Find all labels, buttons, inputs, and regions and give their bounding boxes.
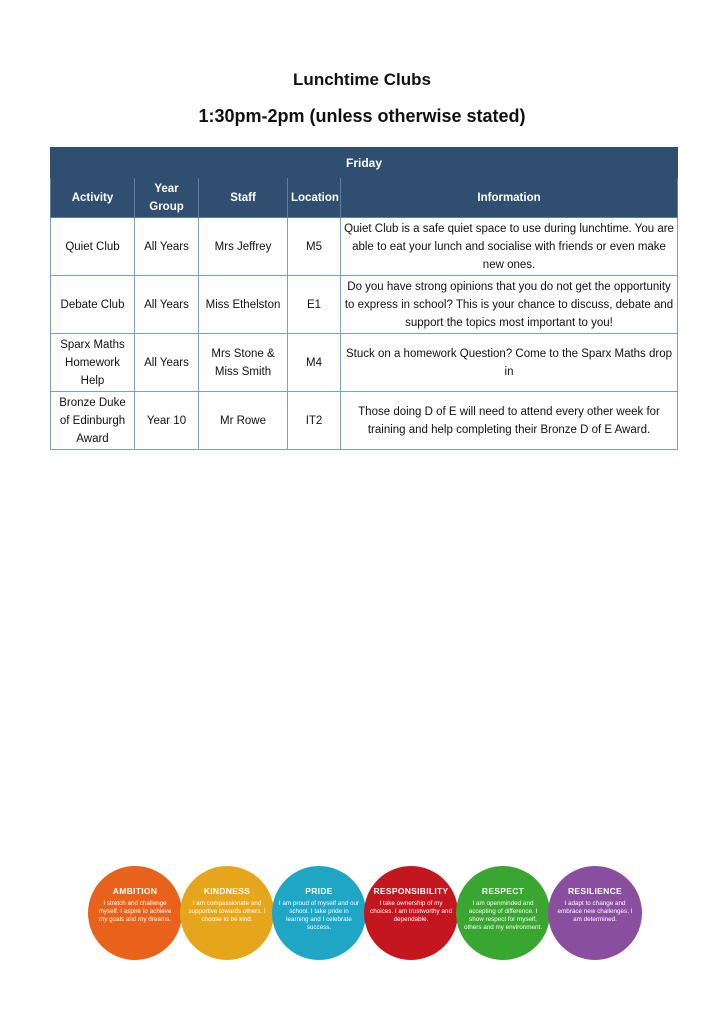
value-pride-circle bbox=[272, 866, 366, 960]
value-respect-circle bbox=[456, 866, 550, 960]
value-text: I take ownership of my choices. I am trustworthy and dependable. bbox=[370, 900, 452, 923]
year-group-cell: All Years bbox=[135, 276, 199, 334]
information-cell: Quiet Club is a safe quiet space to use during lunchtime. You are able to eat your lunch and socialise with friends or even make new ones. bbox=[341, 218, 678, 276]
staff-cell: Miss Ethelston bbox=[199, 276, 288, 334]
column-header-staff: Staff bbox=[199, 178, 288, 218]
activity-cell: Quiet Club bbox=[51, 218, 135, 276]
location-cell: E1 bbox=[288, 276, 341, 334]
value-name: KINDNESS bbox=[203, 886, 251, 896]
location-cell: M5 bbox=[288, 218, 341, 276]
information-cell: Do you have strong opinions that you do not get the opportunity to express in school? This is your chance to discuss, debate and support the topics most important to you! bbox=[341, 276, 678, 334]
value-name: AMBITION bbox=[112, 886, 158, 896]
value-name: RESILIENCE bbox=[567, 886, 622, 896]
staff-cell: Mrs Stone & Miss Smith bbox=[199, 334, 288, 392]
value-text: I stretch and challenge myself. I aspire to achieve my goals and my dreams. bbox=[98, 900, 172, 923]
year-group-cell: All Years bbox=[135, 334, 199, 392]
value-text: I am compassionate and supportive towards others. I choose to be kind. bbox=[188, 900, 266, 923]
location-cell: IT2 bbox=[288, 392, 341, 450]
page-subtitle: 1:30pm-2pm (unless otherwise stated) bbox=[198, 106, 526, 126]
table-row bbox=[51, 334, 678, 392]
location-cell: M4 bbox=[288, 334, 341, 392]
activity-cell: Bronze Duke of Edinburgh Award bbox=[51, 392, 135, 450]
value-text: I am openminded and accepting of difference. I show respect for myself, others and my environment. bbox=[463, 900, 543, 931]
staff-cell: Mr Rowe bbox=[199, 392, 288, 450]
column-header-year-group: Year Group bbox=[135, 178, 199, 218]
table-row bbox=[51, 276, 678, 334]
value-name: PRIDE bbox=[305, 886, 333, 896]
table-row bbox=[51, 218, 678, 276]
information-cell: Those doing D of E will need to attend every other week for training and help completing their Bronze D of E Award. bbox=[341, 392, 678, 450]
information-cell: Stuck on a homework Question? Come to the Sparx Maths drop in bbox=[341, 334, 678, 392]
value-kindness-circle bbox=[180, 866, 274, 960]
value-name: RESPECT bbox=[481, 886, 525, 896]
school-values-strip bbox=[88, 866, 640, 960]
value-responsibility-circle bbox=[364, 866, 458, 960]
page-title: Lunchtime Clubs bbox=[293, 70, 431, 89]
column-header-activity: Activity bbox=[51, 178, 135, 218]
value-name: RESPONSIBILITY bbox=[373, 886, 449, 896]
year-group-cell: All Years bbox=[135, 218, 199, 276]
day-header: Friday bbox=[51, 148, 678, 178]
value-resilience-circle bbox=[548, 866, 642, 960]
clubs-table bbox=[50, 147, 678, 450]
value-ambition-circle bbox=[88, 866, 182, 960]
value-text: I adapt to change and embrace new challenges. I am determined. bbox=[557, 900, 633, 923]
column-header-location: Location bbox=[288, 178, 341, 218]
column-header-information: Information bbox=[341, 178, 678, 218]
activity-cell: Debate Club bbox=[51, 276, 135, 334]
staff-cell: Mrs Jeffrey bbox=[199, 218, 288, 276]
activity-cell: Sparx Maths Homework Help bbox=[51, 334, 135, 392]
value-text: I am proud of myself and our school. I take pride in learning and I celebrate success. bbox=[278, 900, 360, 931]
year-group-cell: Year 10 bbox=[135, 392, 199, 450]
table-row bbox=[51, 392, 678, 450]
